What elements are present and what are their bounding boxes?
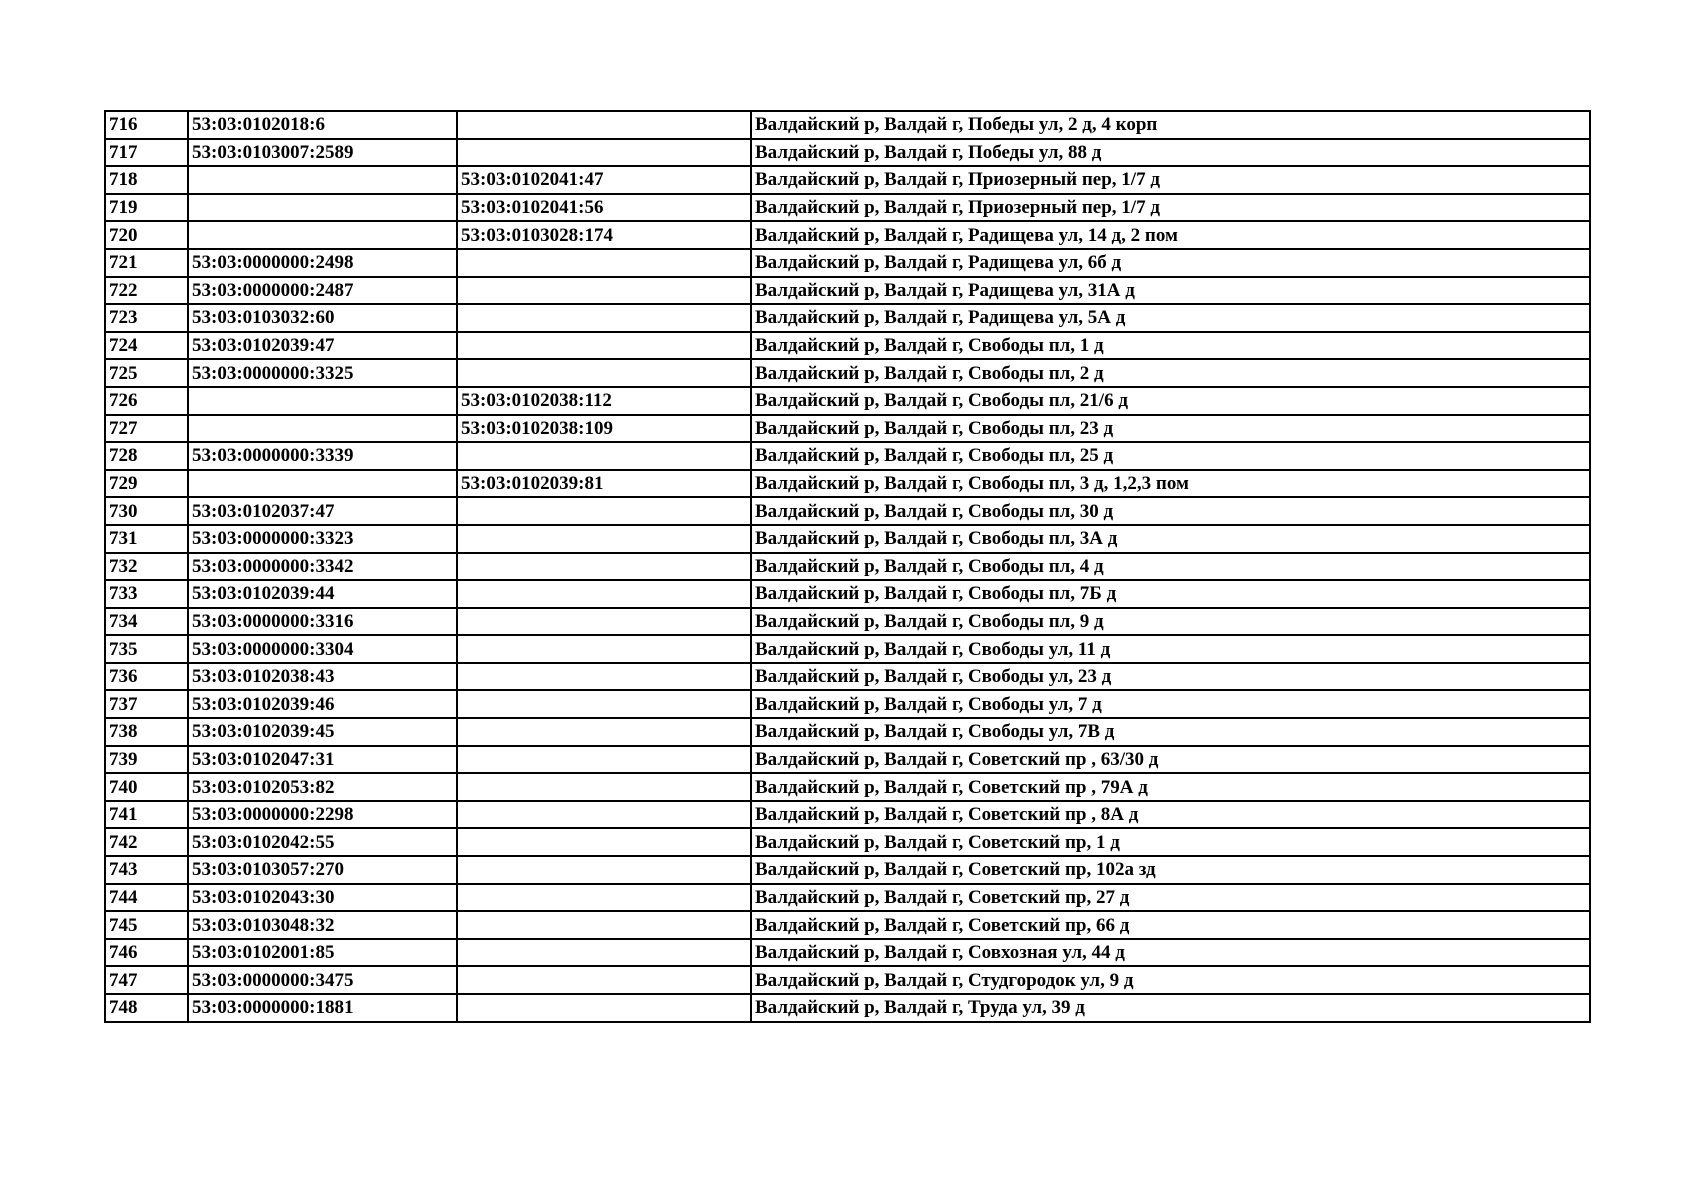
row-number-cell: 716 xyxy=(105,111,188,139)
address-cell: Валдайский р, Валдай г, Свободы пл, 25 д xyxy=(751,442,1590,470)
cadastral-number-cell xyxy=(188,166,457,194)
premises-cadastral-number-cell: 53:03:0102038:112 xyxy=(457,387,751,415)
cadastral-number-cell: 53:03:0000000:3316 xyxy=(188,608,457,636)
address-cell: Валдайский р, Валдай г, Свободы пл, 21/6 д xyxy=(751,387,1590,415)
table-row xyxy=(105,111,1590,139)
table-row xyxy=(105,884,1590,912)
row-number-cell: 735 xyxy=(105,635,188,663)
table-row xyxy=(105,525,1590,553)
table-row xyxy=(105,773,1590,801)
cadastral-number-cell: 53:03:0102047:31 xyxy=(188,746,457,774)
address-cell: Валдайский р, Валдай г, Радищева ул, 5А д xyxy=(751,304,1590,332)
cadastral-number-cell: 53:03:0000000:3325 xyxy=(188,359,457,387)
cadastral-number-cell: 53:03:0103032:60 xyxy=(188,304,457,332)
premises-cadastral-number-cell xyxy=(457,911,751,939)
address-cell: Валдайский р, Валдай г, Советский пр, 102а зд xyxy=(751,856,1590,884)
table-row xyxy=(105,663,1590,691)
premises-cadastral-number-cell: 53:03:0102041:56 xyxy=(457,194,751,222)
premises-cadastral-number-cell xyxy=(457,856,751,884)
cadastral-number-cell: 53:03:0000000:2498 xyxy=(188,249,457,277)
premises-cadastral-number-cell: 53:03:0102039:81 xyxy=(457,470,751,498)
table-body xyxy=(105,111,1590,1022)
row-number-cell: 722 xyxy=(105,277,188,305)
table-row xyxy=(105,442,1590,470)
premises-cadastral-number-cell xyxy=(457,608,751,636)
table-row xyxy=(105,166,1590,194)
premises-cadastral-number-cell xyxy=(457,139,751,167)
premises-cadastral-number-cell xyxy=(457,966,751,994)
property-registry-table xyxy=(104,110,1591,1023)
address-cell: Валдайский р, Валдай г, Радищева ул, 31А д xyxy=(751,277,1590,305)
cadastral-number-cell: 53:03:0102039:47 xyxy=(188,332,457,360)
premises-cadastral-number-cell xyxy=(457,497,751,525)
table-row xyxy=(105,580,1590,608)
row-number-cell: 723 xyxy=(105,304,188,332)
cadastral-number-cell xyxy=(188,221,457,249)
address-cell: Валдайский р, Валдай г, Радищева ул, 14 д, 2 пом xyxy=(751,221,1590,249)
table-row xyxy=(105,856,1590,884)
row-number-cell: 718 xyxy=(105,166,188,194)
table-row xyxy=(105,939,1590,967)
table-row xyxy=(105,387,1590,415)
row-number-cell: 729 xyxy=(105,470,188,498)
row-number-cell: 721 xyxy=(105,249,188,277)
cadastral-number-cell: 53:03:0000000:3342 xyxy=(188,553,457,581)
cadastral-number-cell: 53:03:0102043:30 xyxy=(188,884,457,912)
table-row xyxy=(105,304,1590,332)
table-row xyxy=(105,139,1590,167)
address-cell: Валдайский р, Валдай г, Свободы пл, 30 д xyxy=(751,497,1590,525)
premises-cadastral-number-cell xyxy=(457,801,751,829)
premises-cadastral-number-cell xyxy=(457,249,751,277)
cadastral-number-cell: 53:03:0102039:44 xyxy=(188,580,457,608)
table-row xyxy=(105,221,1590,249)
address-cell: Валдайский р, Валдай г, Победы ул, 2 д, 4 корп xyxy=(751,111,1590,139)
premises-cadastral-number-cell xyxy=(457,359,751,387)
cadastral-number-cell: 53:03:0102039:46 xyxy=(188,690,457,718)
address-cell: Валдайский р, Валдай г, Свободы ул, 7 д xyxy=(751,690,1590,718)
premises-cadastral-number-cell xyxy=(457,939,751,967)
cadastral-number-cell xyxy=(188,194,457,222)
cadastral-number-cell: 53:03:0102042:55 xyxy=(188,828,457,856)
address-cell: Валдайский р, Валдай г, Радищева ул, 6б д xyxy=(751,249,1590,277)
premises-cadastral-number-cell xyxy=(457,553,751,581)
row-number-cell: 746 xyxy=(105,939,188,967)
cadastral-number-cell: 53:03:0000000:2298 xyxy=(188,801,457,829)
table-row xyxy=(105,746,1590,774)
premises-cadastral-number-cell: 53:03:0102041:47 xyxy=(457,166,751,194)
cadastral-number-cell: 53:03:0103057:270 xyxy=(188,856,457,884)
premises-cadastral-number-cell xyxy=(457,635,751,663)
row-number-cell: 748 xyxy=(105,994,188,1022)
premises-cadastral-number-cell xyxy=(457,304,751,332)
table-row xyxy=(105,801,1590,829)
address-cell: Валдайский р, Валдай г, Совхозная ул, 44 д xyxy=(751,939,1590,967)
table-row xyxy=(105,690,1590,718)
address-cell: Валдайский р, Валдай г, Свободы пл, 2 д xyxy=(751,359,1590,387)
premises-cadastral-number-cell xyxy=(457,773,751,801)
table-row xyxy=(105,415,1590,443)
row-number-cell: 744 xyxy=(105,884,188,912)
address-cell: Валдайский р, Валдай г, Свободы ул, 11 д xyxy=(751,635,1590,663)
row-number-cell: 741 xyxy=(105,801,188,829)
table-row xyxy=(105,332,1590,360)
row-number-cell: 717 xyxy=(105,139,188,167)
address-cell: Валдайский р, Валдай г, Советский пр, 66 д xyxy=(751,911,1590,939)
table-row xyxy=(105,718,1590,746)
premises-cadastral-number-cell xyxy=(457,663,751,691)
premises-cadastral-number-cell xyxy=(457,442,751,470)
premises-cadastral-number-cell xyxy=(457,746,751,774)
cadastral-number-cell: 53:03:0000000:3339 xyxy=(188,442,457,470)
cadastral-number-cell: 53:03:0000000:1881 xyxy=(188,994,457,1022)
cadastral-number-cell xyxy=(188,470,457,498)
premises-cadastral-number-cell xyxy=(457,332,751,360)
cadastral-number-cell xyxy=(188,387,457,415)
cadastral-number-cell: 53:03:0102037:47 xyxy=(188,497,457,525)
row-number-cell: 736 xyxy=(105,663,188,691)
premises-cadastral-number-cell xyxy=(457,994,751,1022)
row-number-cell: 733 xyxy=(105,580,188,608)
address-cell: Валдайский р, Валдай г, Свободы ул, 23 д xyxy=(751,663,1590,691)
address-cell: Валдайский р, Валдай г, Свободы пл, 3 д, 1,2,3 пом xyxy=(751,470,1590,498)
address-cell: Валдайский р, Валдай г, Победы ул, 88 д xyxy=(751,139,1590,167)
address-cell: Валдайский р, Валдай г, Свободы пл, 9 д xyxy=(751,608,1590,636)
address-cell: Валдайский р, Валдай г, Приозерный пер, 1/7 д xyxy=(751,194,1590,222)
cadastral-number-cell: 53:03:0000000:2487 xyxy=(188,277,457,305)
cadastral-number-cell: 53:03:0102038:43 xyxy=(188,663,457,691)
row-number-cell: 737 xyxy=(105,690,188,718)
cadastral-number-cell: 53:03:0000000:3475 xyxy=(188,966,457,994)
row-number-cell: 738 xyxy=(105,718,188,746)
address-cell: Валдайский р, Валдай г, Свободы пл, 3А д xyxy=(751,525,1590,553)
table-row xyxy=(105,966,1590,994)
row-number-cell: 747 xyxy=(105,966,188,994)
cadastral-number-cell: 53:03:0102018:6 xyxy=(188,111,457,139)
table-row xyxy=(105,911,1590,939)
row-number-cell: 742 xyxy=(105,828,188,856)
cadastral-number-cell: 53:03:0102001:85 xyxy=(188,939,457,967)
row-number-cell: 743 xyxy=(105,856,188,884)
row-number-cell: 724 xyxy=(105,332,188,360)
cadastral-number-cell xyxy=(188,415,457,443)
cadastral-number-cell: 53:03:0000000:3304 xyxy=(188,635,457,663)
premises-cadastral-number-cell xyxy=(457,718,751,746)
table-row xyxy=(105,470,1590,498)
premises-cadastral-number-cell xyxy=(457,828,751,856)
row-number-cell: 730 xyxy=(105,497,188,525)
table-row xyxy=(105,635,1590,663)
address-cell: Валдайский р, Валдай г, Советский пр , 8А д xyxy=(751,801,1590,829)
premises-cadastral-number-cell xyxy=(457,580,751,608)
premises-cadastral-number-cell xyxy=(457,690,751,718)
row-number-cell: 745 xyxy=(105,911,188,939)
row-number-cell: 727 xyxy=(105,415,188,443)
address-cell: Валдайский р, Валдай г, Свободы ул, 7В д xyxy=(751,718,1590,746)
row-number-cell: 734 xyxy=(105,608,188,636)
row-number-cell: 740 xyxy=(105,773,188,801)
table-row xyxy=(105,828,1590,856)
table-row xyxy=(105,553,1590,581)
table-row xyxy=(105,497,1590,525)
cadastral-number-cell: 53:03:0102053:82 xyxy=(188,773,457,801)
row-number-cell: 728 xyxy=(105,442,188,470)
address-cell: Валдайский р, Валдай г, Свободы пл, 7Б д xyxy=(751,580,1590,608)
address-cell: Валдайский р, Валдай г, Студгородок ул, 9 д xyxy=(751,966,1590,994)
address-cell: Валдайский р, Валдай г, Приозерный пер, 1/7 д xyxy=(751,166,1590,194)
table-row xyxy=(105,359,1590,387)
cadastral-number-cell: 53:03:0103007:2589 xyxy=(188,139,457,167)
premises-cadastral-number-cell: 53:03:0102038:109 xyxy=(457,415,751,443)
cadastral-number-cell: 53:03:0103048:32 xyxy=(188,911,457,939)
row-number-cell: 731 xyxy=(105,525,188,553)
premises-cadastral-number-cell: 53:03:0103028:174 xyxy=(457,221,751,249)
table-row xyxy=(105,277,1590,305)
address-cell: Валдайский р, Валдай г, Советский пр, 1 д xyxy=(751,828,1590,856)
address-cell: Валдайский р, Валдай г, Советский пр , 79А д xyxy=(751,773,1590,801)
address-cell: Валдайский р, Валдай г, Свободы пл, 23 д xyxy=(751,415,1590,443)
address-cell: Валдайский р, Валдай г, Свободы пл, 4 д xyxy=(751,553,1590,581)
document-page xyxy=(104,110,1591,1023)
address-cell: Валдайский р, Валдай г, Советский пр, 27 д xyxy=(751,884,1590,912)
table-row xyxy=(105,994,1590,1022)
table-row xyxy=(105,249,1590,277)
address-cell: Валдайский р, Валдай г, Свободы пл, 1 д xyxy=(751,332,1590,360)
cadastral-number-cell: 53:03:0102039:45 xyxy=(188,718,457,746)
premises-cadastral-number-cell xyxy=(457,525,751,553)
table-row xyxy=(105,608,1590,636)
premises-cadastral-number-cell xyxy=(457,111,751,139)
row-number-cell: 720 xyxy=(105,221,188,249)
cadastral-number-cell: 53:03:0000000:3323 xyxy=(188,525,457,553)
row-number-cell: 725 xyxy=(105,359,188,387)
row-number-cell: 726 xyxy=(105,387,188,415)
row-number-cell: 719 xyxy=(105,194,188,222)
table-row xyxy=(105,194,1590,222)
address-cell: Валдайский р, Валдай г, Советский пр , 63/30 д xyxy=(751,746,1590,774)
address-cell: Валдайский р, Валдай г, Труда ул, 39 д xyxy=(751,994,1590,1022)
premises-cadastral-number-cell xyxy=(457,884,751,912)
premises-cadastral-number-cell xyxy=(457,277,751,305)
row-number-cell: 739 xyxy=(105,746,188,774)
row-number-cell: 732 xyxy=(105,553,188,581)
